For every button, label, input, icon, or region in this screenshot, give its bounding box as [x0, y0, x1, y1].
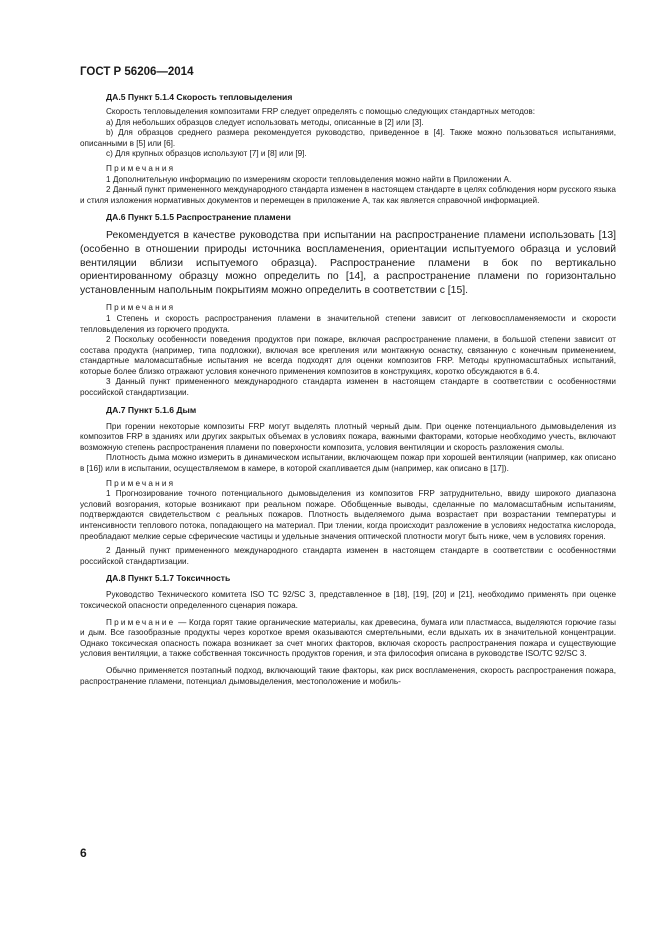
paragraph: При горении некоторые композиты FRP могут выделять плотный черный дым. При оценке потенциального дымовыделения из композитов FRP в зданиях или других закрытых объемах в условиях пожара, важными факторами, которые необходимо учесть, включают возможную степень распространения пламени по поверхности композита, условия вентиляции и скорость разложения смолы.: [80, 421, 616, 452]
notes-title: Примечания: [106, 303, 176, 313]
note-text: — Когда горят такие органические материалы, как древесина, бумага или пластмасса, выделяются горючие газы и дым. Все газообразные продукты через короткое время оказываются смертельными, если вдыхать их в значительной концентрации. Однако токсическая опасность пожара возникает за счет многих факторов, включая скорость распространения пожара и существующие условия вентиляции, а также собственная токсичность продуктов горения, и эта философия описана в руководстве ISO/TC 92/SC 3.: [80, 617, 616, 659]
section-heading-da5: ДА.5 Пункт 5.1.4 Скорость тепловыделения: [106, 92, 293, 102]
section-heading-da6: ДА.6 Пункт 5.1.5 Распространение пламени: [106, 212, 291, 223]
notes-title: Примечания: [106, 478, 176, 488]
list-item: a) Для небольших образцов следует использовать методы, описанные в [2] или [3].: [106, 117, 424, 127]
note: 2 Данный пункт примененного международного стандарта изменен в настоящем стандарте в соответствии с особенностями российской стандартизации.: [80, 546, 616, 566]
page-content: [80, 92, 616, 687]
paragraph: Руководство Технического комитета ISO TC 92/SC 3, представленное в [18], [19], [20] и [21], необходимо применять при оценке токсической опасности определенного сценария пожара.: [80, 590, 616, 610]
note: [80, 618, 616, 660]
section-heading-da7: ДА.7 Пункт 5.1.6 Дым: [106, 404, 197, 415]
paragraph: Плотность дыма можно измерить в динамическом испытании, включающем пожар при хорошей вентиляции (например, как описано в [16]) или в испытании, осуществляемом в камере, в которой скапливается дым (например, как описано в [17]).: [80, 453, 616, 474]
page-number: 6: [80, 846, 87, 860]
note: 1 Дополнительную информацию по измерениям скорости тепловыделения можно найти в Приложении А.: [106, 174, 512, 184]
note: 1 Прогнозирование точного потенциального дымовыделения из композитов FRP затруднительно, ввиду широкого диапазона условий возгорания, которые возникают при реальном пожаре. Обобщенные выводы, сделанные по маломасштабным испытаниям, подтверждаются свидетельством с реальных пожаров. Плотность выделяемого дыма возрастает при возрастании температуры и интенсивности теплового потока, попадающего на материал. При тлении, когда происходит разложение в условиях недостатка кислорода, преобладают мелкие серые сферические частицы и удельные значения оптической плотности могут быть ниже, чем в условиях горения.: [80, 489, 616, 541]
list-item: c) Для крупных образцов используют [7] и [8] или [9].: [106, 149, 307, 159]
list-item: b) Для образцов среднего размера рекомендуется руководство, приведенное в [4]. Также можно пользоваться испытаниями, описанными в [5] или [6].: [80, 128, 616, 148]
note: 2 Данный пункт примененного международного стандарта изменен в настоящем стандарте в целях соблюдения норм русского языка и стиля изложения нормативных документов и перемещен в приложение А, так как является справочной информацией.: [80, 185, 616, 205]
paragraph: Скорость тепловыделения композитами FRP следует определять с помощью следующих стандартных методов:: [106, 107, 536, 116]
paragraph: Обычно применяется поэтапный подход, включающий такие факторы, как риск воспламенения, скорость распространения пожара, распространение пламени, потенциал дымовыделения, местоположение и мобиль-: [80, 665, 616, 686]
notes-title: Примечания: [106, 163, 176, 173]
document-header: ГОСТ Р 56206—2014: [80, 66, 194, 78]
note-label: Примечание: [106, 617, 176, 627]
paragraph: Рекомендуется в качестве руководства при испытании на распространение пламени использовать [13] (особенно в отношении природы источника воспламенения, ориентации испытуемого образца и условий вентиляции вблизи испытуемого образца). Распространение пламени в бок по вертикально ориентированному образцу можно определить по [14], а распространение пламени по горизонтально установленным напольным покрытиям можно определить в соответствии с [15].: [80, 230, 616, 296]
note: 1 Степень и скорость распространения пламени в значительной степени зависит от легковоспламеняемости и скорости тепловыделения из горючего продукта.: [80, 313, 616, 334]
section-heading-da8: ДА.8 Пункт 5.1.7 Токсичность: [106, 573, 231, 584]
note: 2 Поскольку особенности поведения продуктов при пожаре, включая распространение пламени, в большой степени зависит от состава продукта (например, типа подложки), включая все крепления или монтажную оснастку, связанную с конечным применением, стандартные маломасштабные испытания не всегда подходят для оценки композитов FRP. Методы крупномасштабных испытаний, которые более близко отражают условия конечного применения композитов в конструкциях, коротко обсуждаются в 6.4.: [80, 335, 616, 376]
note: 3 Данный пункт примененного международного стандарта изменен в настоящем стандарте в соответствии с особенностями российской стандартизации.: [80, 377, 616, 398]
